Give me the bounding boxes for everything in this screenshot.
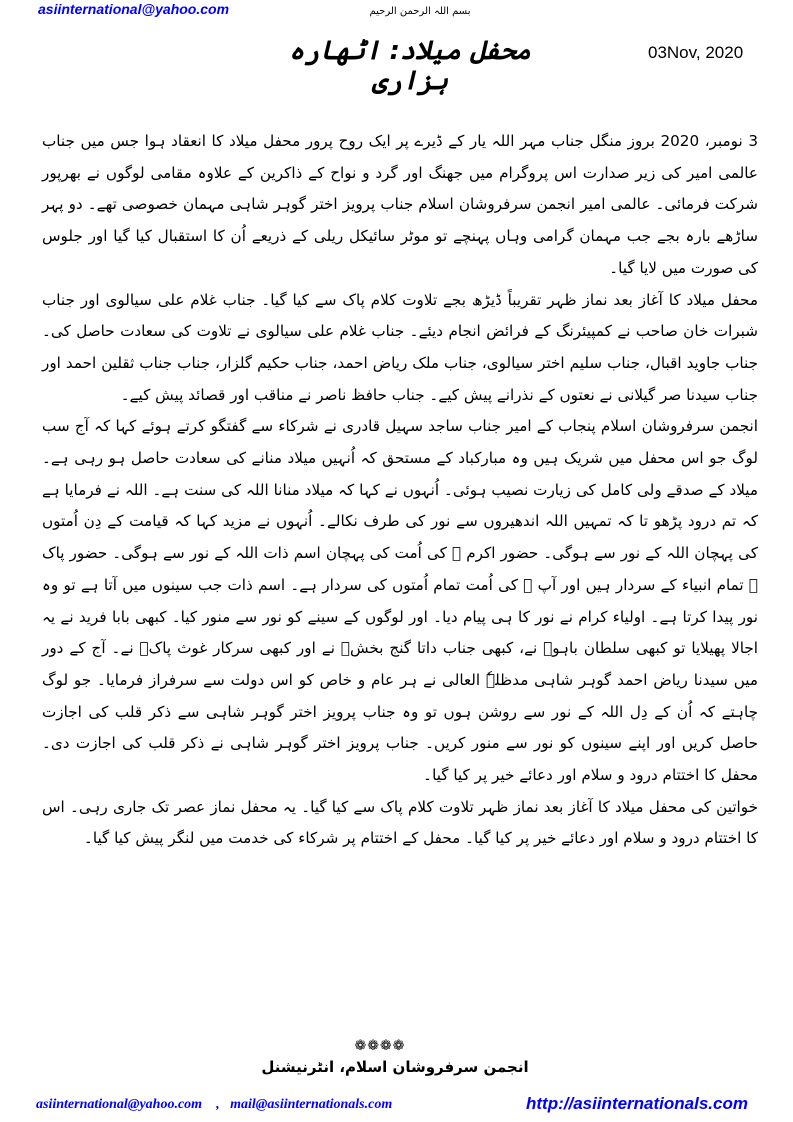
paragraph-women: خواتین کی محفل میلاد کا آغاز بعد نماز ظہر تلاوت کلام پاک سے کیا گیا۔ یہ محفل نماز عصر تک جاری رہی۔ اس کا اختتام درود و سلام اور دعائے خیر پر کیا گیا۔ محفل کے اختتام پر شرکاء کی خدمت میں لنگر پیش کیا گیا۔ [42, 797, 758, 848]
page-title: محفل میلاد: اٹھارہ ہزاری [289, 36, 531, 96]
article-body [42, 126, 758, 855]
flower-ornament-icon: ❁❁❁❁ [354, 1038, 406, 1054]
bismillah-text: بسم اللہ الرحمن الرحیم [369, 6, 471, 17]
footer-email-link-2[interactable]: mail@asiinternationals.com [230, 1097, 393, 1112]
footer-separator: , [216, 1097, 220, 1112]
article-date: 03Nov, 2020 [648, 43, 744, 62]
paragraph-speech: انجمن سرفروشان اسلام پنجاب کے امیر جناب ساجد سہیل قادری نے شرکاء سے گفتگو کرتے ہوئے کہا کہ آج سب لوگ جو اس محفل میں شریک ہیں وہ مبارکباد کے مستحق کہ اُنہیں میلاد منانے کی سعادت حاصل ہو رہی ہے۔ میلاد کے صدقے ولی کامل کی زیارت نصیب ہوئی۔ اُنہوں نے کہا کہ میلاد منانا اللہ کی سنت ہے۔ اللہ نے فرمایا ہے کہ تم درود پڑھو تا کہ تمہیں اللہ اندھیروں سے نور کی طرف نکالے۔ اُنہوں نے مزید کہا کہ قیامت کے دِن اُمتوں کی پہچان اللہ کے نور سے ہوگی۔ حضور اکرم ﷺ کی اُمت کی پہچان اسم ذات اللہ کے نور سے ہوگی۔ حضور پاک ﷺ تمام انبیاء کے سردار ہیں اور آپ ﷺ کی اُمت تمام اُمتوں کی سردار ہے۔ اسم ذات جب سینوں میں آتا ہے تو وہ نور پیدا کرتا ہے۔ اولیاء کرام نے نور کا ہی پیام دیا۔ اور لوگوں کے سینے کو نور سے منور کیا۔ کبھی بابا فرید نے یہ اجالا پھیلایا تو کبھی سلطان باہوؒ نے، کبھی جناب داتا گنج بخشؒ نے اور کبھی سرکار غوث پاکؒ نے۔ آج کے دور میں سیدنا ریاض احمد گوہر شاہی مدظلہٗ العالی نے ہر عام و خاص کو اس دولت سے سرفراز فرمایا۔ جو لوگ چاہتے کہ اُن کے دِل اللہ کے نور سے روشن ہوں تو وہ جناب پرویز اختر گوہر شاہی سے ذکر قلب کی اجازت حاصل کریں اور اپنے سینوں کو نور سے منور کریں۔ جناب پرویز اختر گوہر شاہی نے ذکر قلب کی اجازت دی۔ محفل کا اختتام درود و سلام اور دعائے خیر پر کیا گیا۔ [42, 417, 758, 785]
organization-name: انجمن سرفروشان اسلام، انٹرنیشنل [261, 1058, 529, 1076]
footer-website-link[interactable]: http://asiinternationals.com [526, 1094, 748, 1113]
paragraph-intro: 3 نومبر، 2020 بروز منگل جناب مہر اللہ یار کے ڈیرے پر ایک روح پرور محفل میلاد کا انعقاد ہوا جس میں جناب عالمی امیر کی زیر صدارت اس پروگرام میں جھنگ اور گرد و نواح کے ذاکرین کے علاوہ مقامی لوگوں نے بھرپور شرکت فرمائی۔ عالمی امیر انجمن سرفروشان اسلام جناب پرویز اختر گوہر شاہی مہمان خصوصی تھے۔ دو پہر ساڑھے بارہ بجے جب مہمان گرامی وہاں پہنچے تو موٹر سائیکل ریلی کے ذریعے اُن کا استقبال کیا گیا اور جلوس کی صورت میں لایا گیا۔ [42, 132, 758, 277]
header-email-link[interactable]: asiinternational@yahoo.com [38, 1, 230, 17]
footer-email-link-1[interactable]: asiinternational@yahoo.com [36, 1097, 203, 1112]
footer-emails [36, 1097, 392, 1113]
paragraph-program: محفل میلاد کا آغاز بعد نماز ظہر تقریباً ڈیڑھ بجے تلاوت کلام پاک سے کیا گیا۔ جناب غلام علی سیالوی اور جناب شبرات خان صاحب نے کمپیئرنگ کے فرائض انجام دیئے۔ جناب غلام علی سیالوی نے تلاوت کی سعادت حاصل کی۔ جناب جاوید اقبال، جناب سلیم اختر سیالوی، جناب ملک ریاض احمد، جناب حکیم گلزار، جناب جناب ثقلین احمد اور جناب سیدنا صر گیلانی نے نعتوں کے نذرانے پیش کیے۔ جناب حافظ ناصر نے مناقب اور قصائد پیش کیے۔ [42, 290, 758, 404]
